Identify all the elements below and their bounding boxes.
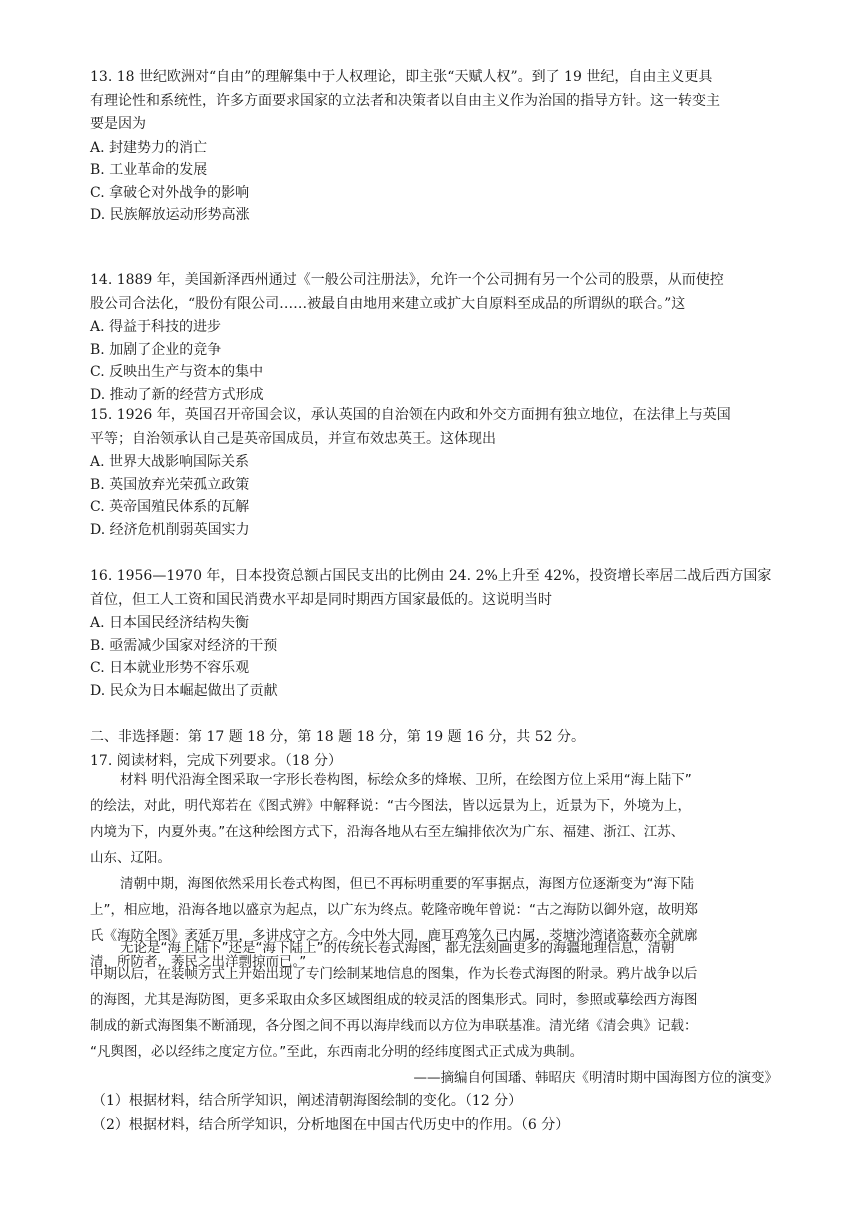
section-2-heading: 二、非选择题：第 17 题 18 分，第 18 题 18 分，第 19 题 16 分，共 52 分。: [90, 729, 586, 745]
question-16: [90, 565, 780, 702]
question-13-option-d: D. 民族解放运动形势高涨: [90, 207, 250, 223]
question-16-option-b: B. 亟需减少国家对经济的干预: [90, 637, 278, 654]
material-line: 氏《海防全图》袤延万里，多讲戍守之方。今中外大同，鹿耳鸡笼久已内属，茭塘沙湾诸盗薮亦全就廓: [90, 928, 698, 944]
material-line: 制成的新式海图集不断涌现，各分图之间不再以海岸线而以方位为串联基准。清光绪《清会典》记载：: [90, 1018, 698, 1034]
question-13-stem-line: 要是因为: [90, 116, 146, 132]
material-line: 山东、辽阳。: [90, 850, 171, 866]
material-line: 材料 明代沿海全图采取一字形长卷构图，标绘众多的烽堠、卫所，在绘图方位上采用“海上陆下”: [120, 772, 692, 788]
question-14-stem-line: 14. 1889 年，美国新泽西州通过《一般公司注册法》，允许一个公司拥有另一个公司的股票，从而使控: [90, 272, 724, 288]
material-source: ——摘编自何国璠、韩昭庆《明清时期中国海图方位的演变》: [413, 1070, 778, 1086]
material-line: 上”，相应地，沿海各地以盛京为起点，以广东为终点。乾隆帝晚年曾说：“古之海防以御外寇，故明郑: [90, 902, 698, 918]
question-14-option-d: D. 推动了新的经营方式形成: [90, 386, 264, 403]
question-13-stem-line: 有理论性和系统性，许多方面要求国家的立法者和决策者以自由主义作为治国的指导方针。这一转变主: [90, 92, 720, 109]
question-15-option-a: A. 世界大战影响国际关系: [90, 454, 250, 470]
section-2: [90, 726, 780, 772]
question-16-option-a: A. 日本国民经济结构失衡: [90, 615, 250, 631]
material-line: 清，所防者，莠民之出洋剽掠而已。”: [90, 954, 307, 970]
question-15-option-c: C. 英帝国殖民体系的瓦解: [90, 499, 250, 515]
question-15-option-d: D. 经济危机削弱英国实力: [90, 521, 250, 538]
material-line: 的海图，尤其是海防图，更多采取由众多区域图组成的较灵活的图集形式。同时，参照或摹绘西方海图: [90, 992, 698, 1008]
material-line: “凡舆图，必以经纬之度定方位。”至此，东西南北分明的经纬度图式正式成为典制。: [90, 1044, 584, 1060]
question-13: [90, 66, 780, 227]
question-16-option-c: C. 日本就业形势不容乐观: [90, 660, 250, 676]
question-16-option-d: D. 民众为日本崛起做出了贡献: [90, 682, 278, 699]
question-13-option-c: C. 拿破仑对外战争的影响: [90, 184, 250, 201]
question-14-option-a: A. 得益于科技的进步: [90, 319, 222, 335]
question-15: [90, 404, 780, 541]
question-15-stem-line: 平等；自治领承认自己是英帝国成员，并宣布效忠英王。这体现出: [90, 430, 496, 447]
subquestion-2: （2）根据材料，结合所学知识，分析地图在中国古代历史中的作用。（6 分）: [92, 1117, 570, 1133]
question-14-stem-line: 股公司合法化，“股份有限公司……被最自由地用来建立或扩大自原料至成品的所谓纵的联合。”这: [90, 295, 686, 312]
question-14: [90, 269, 780, 406]
material-line: 中期以后，在装帧方式上开始出现了专门绘制某地信息的图集，作为长卷式海图的附录。鸦片战争以后: [90, 966, 698, 982]
material-line: 的绘法，对此，明代郑若在《图式辨》中解释说：“古今图法，皆以远景为上，近景为下，外境为上，: [90, 798, 691, 814]
material-paragraph-1: [90, 767, 780, 871]
question-15-option-b: B. 英国放弃光荣孤立政策: [90, 476, 250, 493]
material-line: 清朝中期，海图依然采用长卷式构图，但已不再标明重要的军事据点，海图方位逐渐变为“海下陆: [120, 876, 694, 892]
material-paragraph-3: [90, 935, 780, 1065]
question-16-stem-line: 首位，但工人工资和国民消费水平却是同时期西方国家最低的。这说明当时: [90, 591, 552, 608]
subquestion-1: （1）根据材料，结合所学知识，阐述清朝海图绘制的变化。（12 分）: [92, 1093, 523, 1109]
question-13-stem-line: 13. 18 世纪欧洲对“自由”的理解集中于人权理论，即主张“天赋人权”。到了 19 世纪，自由主义更具: [90, 69, 713, 85]
question-14-option-b: B. 加剧了企业的竞争: [90, 341, 222, 358]
question-13-option-b: B. 工业革命的发展: [90, 162, 208, 178]
question-16-stem-line: 16. 1956—1970 年，日本投资总额占国民支出的比例由 24. 2%上升至 42%，投资增长率居二战后西方国家: [90, 568, 772, 584]
question-13-option-a: A. 封建势力的消亡: [90, 139, 208, 156]
material-line: 无论是“海上陆下”还是“海下陆上”的传统长卷式海图，都无法刻画更多的海疆地理信息，清朝: [120, 940, 675, 956]
question-15-stem-line: 15. 1926 年，英国召开帝国会议，承认英国的自治领在内政和外交方面拥有独立地位，在法律上与英国: [90, 407, 731, 423]
material-line: 内境为下，内夏外夷。”在这种绘图方式下，沿海各地从右至左编排依次为广东、福建、浙江、江苏、: [90, 824, 685, 840]
question-14-option-c: C. 反映出生产与资本的集中: [90, 364, 264, 380]
question-17-title: 17. 阅读材料，完成下列要求。（18 分）: [90, 752, 342, 769]
